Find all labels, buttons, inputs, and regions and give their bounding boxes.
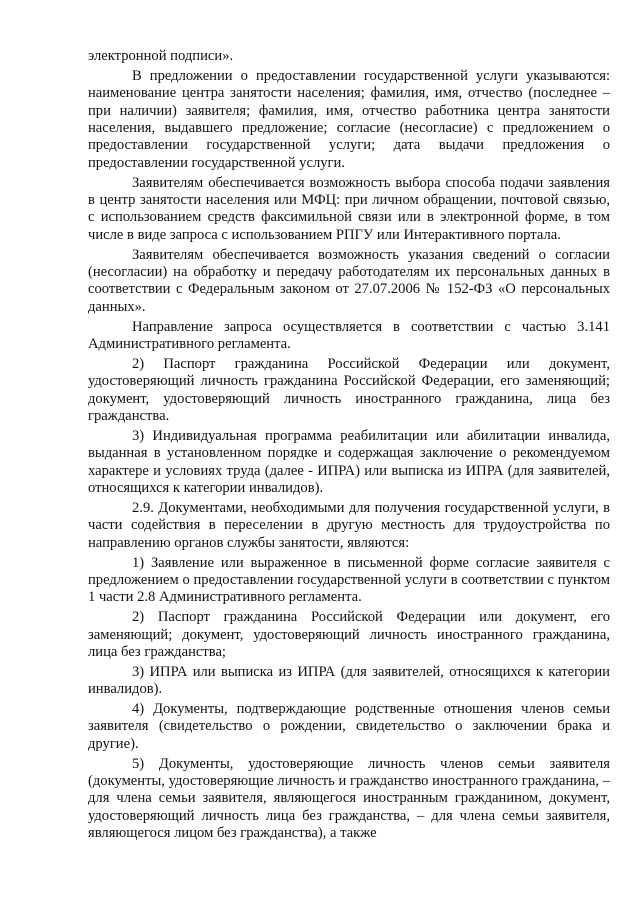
paragraph-item-ipra: 3) Индивидуальная программа реабилитации или абилитации инвалида, выданная в установленном порядке и содержащая заключение о рекомендуемом характере и условиях труда (далее - ИПРА) или выписка из ИПРА (для заявителей, относящихся к категории инвалидов). [88, 427, 610, 497]
paragraph-submission-methods: Заявителям обеспечивается возможность выбора способа подачи заявления в центр занятости населения или МФЦ: при личном обращении, почтовой связью, с использованием средств факсимильной связи или в электронной форме, в том числе в виде запроса с использованием РПГУ или Интерактивного портала. [88, 174, 610, 243]
paragraph-offer-contents: В предложении о предоставлении государственной услуги указываются: наименование центра занятости населения; фамилия, имя, отчество (последнее – при наличии) заявителя; фамилия, имя, отчество работника центра занятости населения, выдавшего предложение; согласие (несогласие) с предложением о предоставлении государственной услуги; дата выдачи предложения о предоставлении государственной услуги. [88, 67, 610, 171]
paragraph-section-2-9: 2.9. Документами, необходимыми для получения государственной услуги, в части содействия в переселении в другую местность для трудоустройства по направлению органов службы занятости, являются: [88, 499, 610, 551]
paragraph-request-direction: Направление запроса осуществляется в соответствии с частью 3.141 Административного регламента. [88, 318, 610, 353]
paragraph-personal-data-consent: Заявителям обеспечивается возможность указания сведений о согласии (несогласии) на обработку и передачу работодателям их персональных данных в соответствии с Федеральным законом от 27.07.2006 № 152-ФЗ «О персональных данных». [88, 246, 610, 315]
document-page [88, 48, 610, 845]
paragraph-item-ipra-2: 3) ИПРА или выписка из ИПРА (для заявителей, относящихся к категории инвалидов). [88, 663, 610, 698]
paragraph-item-passport: 2) Паспорт гражданина Российской Федерации или документ, удостоверяющий личность гражданина Российской Федерации, его заменяющий; документ, удостоверяющий личность иностранного гражданина, лица без гражданства. [88, 355, 610, 425]
paragraph-item-passport-2: 2) Паспорт гражданина Российской Федерации или документ, его заменяющий; документ, удостоверяющий личность иностранного гражданина, лица без гражданства; [88, 609, 610, 660]
paragraph-item-application: 1) Заявление или выраженное в письменной форме согласие заявителя с предложением о предоставлении государственной услуги в соответствии с пунктом 1 части 2.8 Административного регламента. [88, 554, 610, 606]
paragraph-continuation: электронной подписи». [88, 48, 234, 64]
paragraph-item-family-relations: 4) Документы, подтверждающие родственные отношения членов семьи заявителя (свидетельство о рождении, свидетельство о заключении брака и другие). [88, 700, 610, 752]
paragraph-item-family-identity: 5) Документы, удостоверяющие личность членов семьи заявителя (документы, удостоверяющие личность и гражданство иностранного гражданина, – для члена семьи заявителя, являющегося иностранным гражданином, документ, удостоверяющий личность лица без гражданства, – для члена семьи заявителя, являющегося лицом без гражданства), а также [88, 755, 610, 842]
